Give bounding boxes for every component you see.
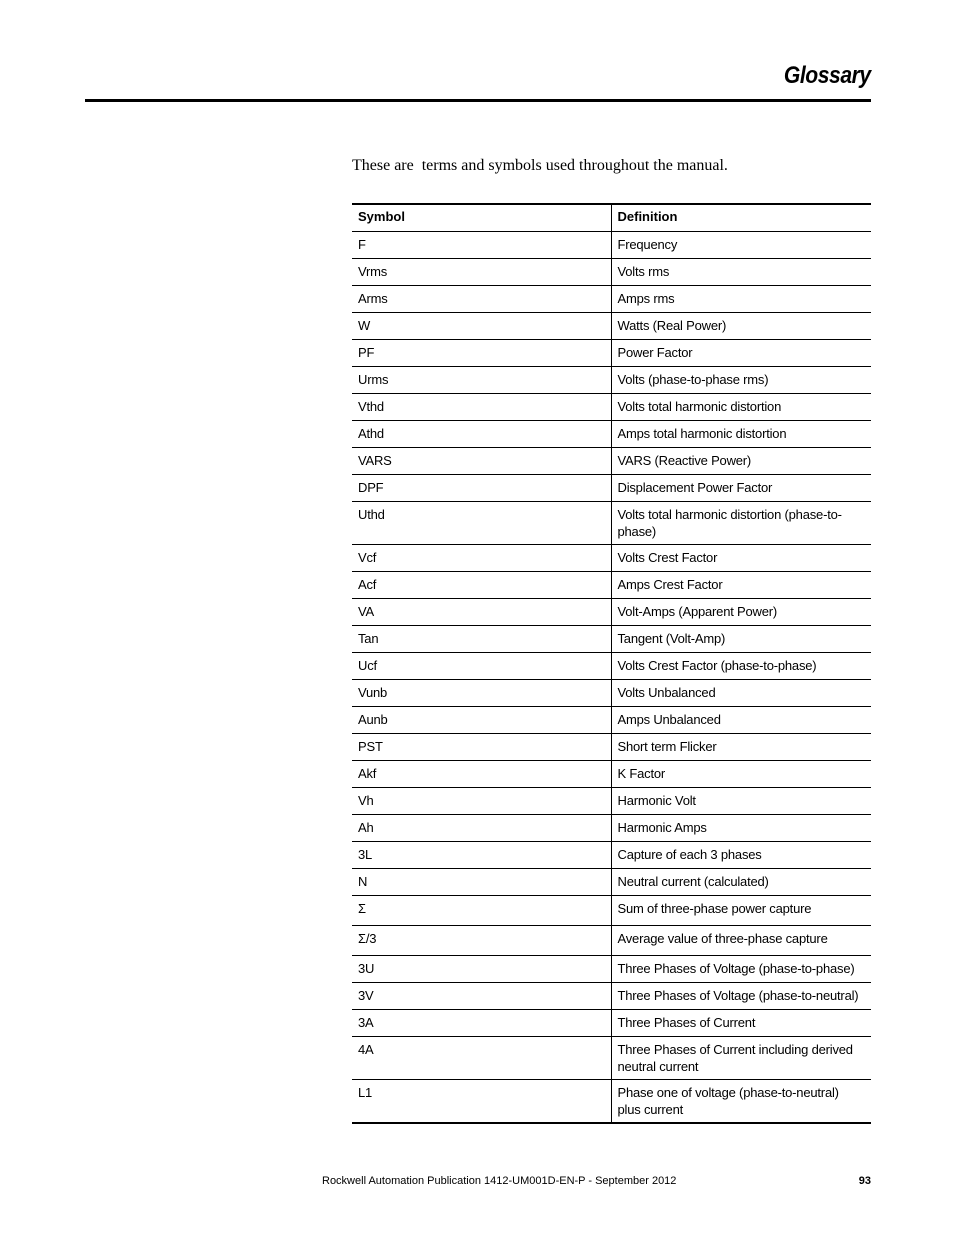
definition-text: Harmonic Volt [617,793,696,808]
definition-text: Three Phases of Voltage (phase-to-phase) [617,961,855,976]
definition-text: VARS (Reactive Power) [617,453,752,468]
definition-cell [611,259,871,286]
definition-text: Frequency [617,237,678,252]
definition-text: Neutral current (calculated) [617,874,769,889]
symbol-cell [352,1010,611,1037]
table-row [352,232,871,259]
symbol-text: Σ [358,901,366,916]
table-row [352,1080,871,1124]
symbol-text: PST [358,739,383,754]
definition-cell [611,761,871,788]
table-row [352,502,871,545]
symbol-text: 4A [358,1042,374,1057]
definition-cell [611,572,871,599]
definition-cell [611,421,871,448]
table-row [352,340,871,367]
table-row [352,1010,871,1037]
symbol-cell [352,572,611,599]
definition-cell [611,1037,871,1080]
symbol-cell [352,394,611,421]
symbol-cell [352,761,611,788]
symbol-cell [352,475,611,502]
definition-cell [611,734,871,761]
definition-cell [611,1010,871,1037]
symbol-text: Vcf [358,550,377,565]
definition-text: Displacement Power Factor [617,480,773,495]
symbol-text: Vthd [358,399,384,414]
page-title: Glossary [784,62,871,89]
table-row [352,815,871,842]
definition-text: Volts Crest Factor (phase-to-phase) [617,658,817,673]
table-header-row [352,204,871,232]
definition-cell [611,448,871,475]
definition-text: Three Phases of Current including derived neutral current [617,1042,853,1074]
definition-text: Tangent (Volt-Amp) [617,631,726,646]
definition-text: Capture of each 3 phases [617,847,762,862]
symbol-text: W [358,318,371,333]
definition-text: Power Factor [617,345,693,360]
symbol-text: N [358,874,368,889]
symbol-cell [352,545,611,572]
glossary-table-body [352,232,871,1124]
table-row [352,572,871,599]
definition-text: Volts total harmonic distortion [617,399,782,414]
page-number: 93 [858,1175,871,1187]
table-row [352,313,871,340]
definition-text: Average value of three-phase capture [617,931,828,946]
symbol-cell [352,367,611,394]
definition-cell [611,232,871,259]
symbol-text: Ucf [358,658,377,673]
symbol-text: Ah [358,820,374,835]
symbol-cell [352,788,611,815]
definition-text: K Factor [617,766,666,781]
header-rule [85,99,871,102]
symbol-text: Vrms [358,264,388,279]
definition-cell [611,926,871,956]
definition-cell [611,815,871,842]
definition-text: Phase one of voltage (phase-to-neutral) plus current [617,1085,839,1117]
definition-cell [611,599,871,626]
symbol-cell [352,286,611,313]
definition-text: Three Phases of Current [617,1015,756,1030]
symbol-cell [352,340,611,367]
table-row [352,367,871,394]
definition-text: Amps Unbalanced [617,712,721,727]
table-row [352,869,871,896]
symbol-cell [352,599,611,626]
definition-text: Volt-Amps (Apparent Power) [617,604,778,619]
definition-cell [611,707,871,734]
symbol-cell [352,653,611,680]
symbol-cell [352,896,611,926]
table-row [352,394,871,421]
table-row [352,734,871,761]
definition-cell [611,956,871,983]
definition-cell [611,545,871,572]
table-row [352,545,871,572]
definition-cell [611,394,871,421]
definition-cell [611,788,871,815]
definition-cell [611,626,871,653]
table-row [352,926,871,956]
definition-cell [611,896,871,926]
table-row [352,896,871,926]
symbol-text: 3A [358,1015,374,1030]
symbol-text: Urms [358,372,389,387]
symbol-cell [352,680,611,707]
symbol-cell [352,956,611,983]
definition-cell [611,367,871,394]
symbol-text: L1 [358,1085,373,1100]
column-header-symbol: Symbol [352,204,611,232]
symbol-text: VA [358,604,374,619]
definition-text: Harmonic Amps [617,820,707,835]
symbol-cell [352,1080,611,1124]
symbol-text: Aunb [358,712,388,727]
table-row [352,653,871,680]
table-row [352,680,871,707]
definition-text: Watts (Real Power) [617,318,727,333]
symbol-cell [352,1037,611,1080]
symbol-cell [352,926,611,956]
definition-cell [611,842,871,869]
table-row [352,1037,871,1080]
definition-cell [611,502,871,545]
symbol-cell [352,983,611,1010]
definition-text: Amps rms [617,291,675,306]
symbol-text: VARS [358,453,392,468]
table-row [352,761,871,788]
definition-text: Volts rms [617,264,670,279]
symbol-text: F [358,237,366,252]
symbol-text: Arms [358,291,388,306]
symbol-text: PF [358,345,375,360]
definition-text: Three Phases of Voltage (phase-to-neutral) [617,988,859,1003]
symbol-cell [352,421,611,448]
definition-cell [611,340,871,367]
table-row [352,448,871,475]
symbol-cell [352,734,611,761]
definition-text: Short term Flicker [617,739,717,754]
intro-paragraph: These are terms and symbols used throughout the manual. [352,157,728,174]
table-row [352,842,871,869]
definition-text: Amps Crest Factor [617,577,723,592]
definition-text: Volts (phase-to-phase rms) [617,372,769,387]
symbol-cell [352,815,611,842]
symbol-text: Vh [358,793,374,808]
definition-text: Volts Unbalanced [617,685,716,700]
table-row [352,286,871,313]
table-row [352,788,871,815]
symbol-text: 3L [358,847,373,862]
symbol-cell [352,313,611,340]
definition-cell [611,653,871,680]
table-row [352,956,871,983]
table-row [352,626,871,653]
symbol-cell [352,502,611,545]
symbol-cell [352,232,611,259]
definition-cell [611,869,871,896]
symbol-text: Vunb [358,685,388,700]
footer-publication: Rockwell Automation Publication 1412-UM001D-EN-P - September 2012 [322,1175,677,1187]
definition-text: Sum of three-phase power capture [617,901,812,916]
definition-text: Volts total harmonic distortion (phase-to-phase) [617,507,842,539]
definition-cell [611,1080,871,1124]
symbol-text: Tan [358,631,379,646]
table-row [352,259,871,286]
symbol-text: Akf [358,766,377,781]
symbol-cell [352,259,611,286]
symbol-cell [352,448,611,475]
definition-cell [611,286,871,313]
definition-text: Volts Crest Factor [617,550,718,565]
symbol-cell [352,707,611,734]
symbol-text: Uthd [358,507,385,522]
symbol-text: Athd [358,426,384,441]
definition-cell [611,983,871,1010]
definition-text: Amps total harmonic distortion [617,426,787,441]
symbol-cell [352,869,611,896]
definition-cell [611,475,871,502]
table-row [352,421,871,448]
symbol-text: Σ/3 [358,931,377,946]
definition-cell [611,313,871,340]
glossary-table [352,203,871,1124]
symbol-cell [352,626,611,653]
table-row [352,475,871,502]
column-header-definition: Definition [611,204,871,232]
table-row [352,983,871,1010]
table-row [352,707,871,734]
symbol-text: 3U [358,961,375,976]
definition-cell [611,680,871,707]
symbol-text: 3V [358,988,374,1003]
symbol-text: DPF [358,480,384,495]
symbol-cell [352,842,611,869]
symbol-text: Acf [358,577,377,592]
table-row [352,599,871,626]
